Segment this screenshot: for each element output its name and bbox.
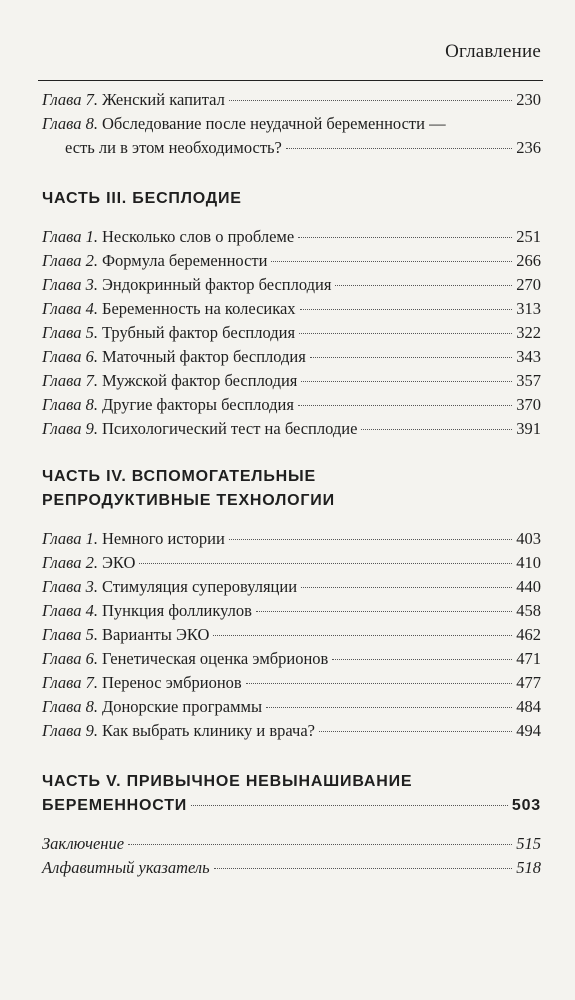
page-number: 515 xyxy=(516,834,541,853)
part-heading[interactable]: ЧАСТЬ V. ПРИВЫЧНОЕ НЕВЫНАШИВАНИЕ xyxy=(42,773,413,790)
page-number: 313 xyxy=(516,299,541,318)
leader-dots xyxy=(191,805,508,806)
part4-chapter-list xyxy=(42,527,541,743)
part-heading[interactable]: ЧАСТЬ III. БЕСПЛОДИЕ xyxy=(42,190,242,207)
page-number: 343 xyxy=(516,347,541,366)
page-number: 503 xyxy=(511,797,541,814)
toc-entry[interactable]: Глава 7. Женский капитал 230 xyxy=(42,88,541,112)
toc-entry[interactable]: Глава 2. ЭКО 410 xyxy=(42,551,541,575)
leader-dots xyxy=(298,237,512,238)
leader-dots xyxy=(256,611,512,612)
toc-entry[interactable]: Глава 5. Трубный фактор бесплодия 322 xyxy=(42,321,541,345)
toc-entry[interactable]: Глава 3. Эндокринный фактор бесплодия 270 xyxy=(42,273,541,297)
leader-dots xyxy=(266,707,512,708)
part3-chapter-list xyxy=(42,225,541,441)
page-number: 403 xyxy=(516,529,541,548)
leader-dots xyxy=(229,539,512,540)
page-number: 266 xyxy=(516,251,541,270)
leader-dots xyxy=(301,381,512,382)
page-number: 462 xyxy=(516,625,541,644)
page-number: 518 xyxy=(516,858,541,877)
page-number: 322 xyxy=(516,323,541,342)
toc-entry[interactable]: Глава 6. Генетическая оценка эмбрионов 471 xyxy=(42,647,541,671)
toc-entry-conclusion[interactable]: Заключение 515 xyxy=(42,832,541,856)
toc-entry[interactable]: Глава 1. Несколько слов о проблеме 251 xyxy=(42,225,541,249)
page-number: 251 xyxy=(516,227,541,246)
page-number: 484 xyxy=(516,697,541,716)
toc-entry[interactable]: Глава 8. Донорские программы 484 xyxy=(42,695,541,719)
leader-dots xyxy=(300,309,513,310)
page-number: 494 xyxy=(516,721,541,740)
leader-dots xyxy=(299,333,512,334)
leader-dots xyxy=(128,844,512,845)
leader-dots xyxy=(286,148,512,149)
toc-entry-index[interactable]: Алфавитный указатель 518 xyxy=(42,856,541,880)
toc-entry[interactable]: Глава 3. Стимуляция суперовуляции 440 xyxy=(42,575,541,599)
part-heading-line2[interactable]: РЕПРОДУКТИВНЫЕ ТЕХНОЛОГИИ xyxy=(42,492,335,509)
page-number: 230 xyxy=(516,90,541,109)
leader-dots xyxy=(298,405,512,406)
toc-entry[interactable]: Глава 6. Маточный фактор бесплодия 343 xyxy=(42,345,541,369)
running-header: Оглавление xyxy=(445,41,541,62)
leader-dots xyxy=(139,563,512,564)
toc-entry[interactable]: Глава 7. Мужской фактор бесплодия 357 xyxy=(42,369,541,393)
leader-dots xyxy=(361,429,512,430)
page-number: 471 xyxy=(516,649,541,668)
toc-entry[interactable]: Глава 8. Обследование после неудачной беременности — xyxy=(42,114,446,133)
toc-entry[interactable]: Глава 5. Варианты ЭКО 462 xyxy=(42,623,541,647)
toc-entry[interactable]: Глава 2. Формула беременности 266 xyxy=(42,249,541,273)
page-number: 370 xyxy=(516,395,541,414)
leader-dots xyxy=(319,731,512,732)
toc-entry[interactable]: Глава 9. Психологический тест на бесплодие 391 xyxy=(42,417,541,441)
leader-dots xyxy=(214,868,513,869)
page-number: 440 xyxy=(516,577,541,596)
page-number: 270 xyxy=(516,275,541,294)
page-number: 391 xyxy=(516,419,541,438)
toc-entry[interactable]: Глава 7. Перенос эмбрионов 477 xyxy=(42,671,541,695)
page-number: 236 xyxy=(516,138,541,157)
toc-entry-continuation[interactable]: есть ли в этом необходимость? 236 xyxy=(42,136,541,160)
leader-dots xyxy=(229,100,512,101)
leader-dots xyxy=(213,635,512,636)
leader-dots xyxy=(332,659,512,660)
toc-entry[interactable]: Глава 4. Пункция фолликулов 458 xyxy=(42,599,541,623)
leader-dots xyxy=(301,587,512,588)
table-of-contents xyxy=(42,88,541,880)
page-number: 410 xyxy=(516,553,541,572)
leader-dots xyxy=(310,357,512,358)
leader-dots xyxy=(271,261,512,262)
toc-entry[interactable]: Глава 9. Как выбрать клинику и врача? 494 xyxy=(42,719,541,743)
toc-entry[interactable]: Глава 8. Другие факторы бесплодия 370 xyxy=(42,393,541,417)
page-number: 357 xyxy=(516,371,541,390)
page-number: 477 xyxy=(516,673,541,692)
part-heading-line2[interactable]: БЕРЕМЕННОСТИ 503 xyxy=(42,794,541,818)
leader-dots xyxy=(335,285,512,286)
leader-dots xyxy=(246,683,513,684)
toc-entry[interactable]: Глава 4. Беременность на колесиках 313 xyxy=(42,297,541,321)
header-rule xyxy=(38,80,543,81)
toc-entry[interactable]: Глава 1. Немного истории 403 xyxy=(42,527,541,551)
page-number: 458 xyxy=(516,601,541,620)
part-heading[interactable]: ЧАСТЬ IV. ВСПОМОГАТЕЛЬНЫЕ xyxy=(42,468,316,485)
